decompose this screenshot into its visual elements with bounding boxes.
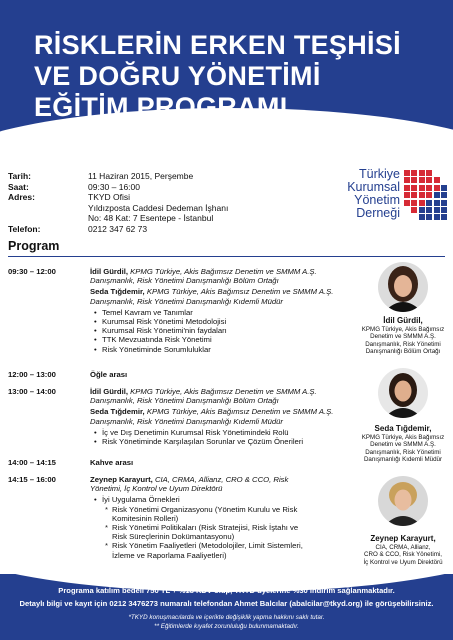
portrait-image: [378, 262, 428, 312]
speaker-name: Seda Tığdemir,: [90, 407, 145, 417]
session-1-topics: [90, 308, 360, 354]
logo-square: [434, 170, 440, 176]
logo-square: [441, 200, 447, 206]
speaker-photo-idil: [378, 262, 428, 312]
speaker-caption-line: CIA, CRMA, Allianz,: [375, 543, 431, 551]
time-label: Saat:: [8, 181, 29, 192]
speaker-role: KPMG Türkiye, Akis Bağımsız Denetim ve SMMM A.Ş. Danışmanlık, Risk Yönetimi Danışmanlığı Kıdemli Müdür: [90, 407, 334, 426]
logo-square: [441, 170, 447, 176]
logo-square: [411, 214, 417, 220]
speaker-role: CIA, CRMA, Allianz, CRO & CCO, Risk Yönetimi, İç Kontrol ve Uyum Direktörü: [90, 475, 289, 494]
speaker-caption-line: Danışmanlık, Risk Yönetimi: [365, 340, 441, 348]
logo-square: [404, 207, 410, 213]
logo-square: [426, 200, 432, 206]
logo-square: [404, 200, 410, 206]
speaker-caption-line: KPMG Türkiye, Akis Bağımsız: [361, 325, 445, 333]
speaker-caption-name: Seda Tığdemir,: [374, 424, 432, 433]
logo-line-2: Kurumsal: [347, 180, 400, 194]
logo-square-grid: [404, 170, 447, 220]
speaker-caption-line: Danışmanlık, Risk Yönetimi: [365, 448, 441, 456]
program-divider: [8, 256, 445, 257]
list-item: • Risk Yönetiminde Karşılaşılan Sorunlar ve Çözüm Önerileri: [102, 437, 360, 446]
logo-square: [434, 192, 440, 198]
logo-square: [404, 185, 410, 191]
logo-square: [404, 177, 410, 183]
logo-square: [419, 192, 425, 198]
logo-square: [441, 214, 447, 220]
logo-square: [441, 185, 447, 191]
event-info: [8, 171, 228, 235]
speaker-caption-seda: [360, 424, 446, 464]
list-item: • Kurumsal Risk Yönetimi'nin faydaları: [102, 326, 360, 335]
logo-square: [441, 207, 447, 213]
title-line-3: EĞİTİM PROGRAMI: [34, 92, 288, 122]
footer-price-note: Programa katılım bedeli 750 TL + %18 KDV olup, TKYD üyelerine %30 indirim sağlanmaktadır.: [58, 586, 395, 595]
session-3-subtopics: [102, 505, 315, 560]
footer-contact-note: Detaylı bilgi ve kayıt için 0212 3476273 numaralı telefondan Ahmet Balcılar (abalcilar@tkyd.org) ile görüşebilirsiniz.: [19, 599, 434, 608]
speaker-role: KPMG Türkiye, Akis Bağımsız Denetim ve SMMM A.Ş. Danışmanlık, Risk Yönetimi Danışmanlığı Bölüm Ortağı: [90, 267, 317, 286]
speaker-name: Seda Tığdemir,: [90, 287, 145, 297]
logo-line-4: Derneği: [356, 206, 400, 220]
speaker-photo-seda: [378, 368, 428, 418]
address-label: Adres:: [8, 192, 35, 203]
logo-square: [411, 207, 417, 213]
lunch-label: Öğle arası: [90, 370, 128, 379]
logo-square: [426, 207, 432, 213]
logo-square: [434, 214, 440, 220]
speaker-photo-zeynep: [378, 476, 428, 526]
list-item: • Kurumsal Risk Yönetimi Metodolojisi: [102, 317, 360, 326]
logo-square: [419, 207, 425, 213]
program-heading: Program: [8, 239, 60, 253]
list-item: * Risk Yönetim Faaliyetleri (Metodolojiler, Limit Sistemleri, İzleme ve Raporlama Faaliyetleri): [112, 541, 315, 559]
session-3-topics: [90, 495, 315, 504]
list-item: • İç ve Dış Denetimin Kurumsal Risk Yönetimindeki Rolü: [102, 428, 360, 437]
logo-square: [419, 177, 425, 183]
page-title: [34, 30, 401, 123]
list-item: • Temel Kavram ve Tanımlar: [102, 308, 360, 317]
logo-square: [419, 200, 425, 206]
logo-square: [426, 170, 432, 176]
logo-square: [426, 192, 432, 198]
list-item: • Risk Yönetiminde Sorumluluklar: [102, 345, 360, 354]
speaker-caption-name: Zeynep Karayurt,: [370, 534, 436, 543]
list-item: • İyi Uygulama Örnekleri: [102, 495, 315, 504]
logo-square: [434, 185, 440, 191]
session-3-time: 14:15 – 16:00: [8, 475, 56, 484]
address-line-1: TKYD Ofisi: [88, 192, 131, 203]
session-2-topics: [90, 428, 360, 446]
logo-square: [411, 200, 417, 206]
speaker-caption-line: Denetim ve SMMM A.Ş.: [370, 333, 436, 341]
logo-square: [419, 185, 425, 191]
date-label: Tarih:: [8, 171, 31, 181]
speaker-caption-line: İç Kontrol ve Uyum Direktörü: [363, 558, 443, 566]
logo-line-1: Türkiye: [359, 167, 400, 181]
address-line-3: No: 48 Kat: 7 Esentepe - İstanbul: [88, 213, 214, 224]
speaker-role: KPMG Türkiye, Akis Bağımsız Denetim ve SMMM A.Ş. Danışmanlık, Risk Yönetimi Danışmanlığı Kıdemli Müdür: [90, 287, 334, 306]
address-line-2: Yıldızposta Caddesi Dedeman İşhanı: [88, 202, 229, 213]
logo-square: [426, 185, 432, 191]
logo-square: [434, 177, 440, 183]
speaker-name: Zeynep Karayurt,: [90, 475, 153, 484]
address-value: [88, 192, 228, 224]
list-item: * Risk Yönetimi Organizasyonu (Yönetim Kurulu ve Risk Komitesinin Rolleri): [112, 505, 315, 523]
coffee-time: 14:00 – 14:15: [8, 458, 56, 467]
phone-value: 0212 347 62 73: [88, 223, 148, 234]
speaker-caption-line: Denetim ve SMMM A.Ş.: [370, 441, 436, 449]
list-item: * Risk Yönetimi Politikaları (Risk Stratejisi, Risk İştahı ve Risk Süreçlerinin Dokümantasyonu): [112, 523, 315, 541]
speaker-caption-name: İdil Gürdil,: [383, 316, 423, 325]
speaker-name: İdil Gürdil,: [90, 267, 129, 276]
logo-square: [441, 192, 447, 198]
logo-square: [411, 185, 417, 191]
logo-square: [411, 192, 417, 198]
footer-disclaimer-2: ** Eğitimlerde kıyafet zorunluluğu bulunmamaktadır.: [154, 623, 299, 630]
tkyd-logo: [305, 166, 445, 238]
logo-square: [404, 170, 410, 176]
logo-square: [434, 200, 440, 206]
speaker-caption-line: KPMG Türkiye, Akis Bağımsız: [361, 433, 445, 441]
logo-square: [404, 192, 410, 198]
portrait-image: [378, 476, 428, 526]
date-value: 11 Haziran 2015, Perşembe: [88, 171, 194, 181]
session-1-time: 09:30 – 12:00: [8, 267, 56, 276]
speaker-caption-zeynep: [360, 534, 446, 566]
time-value: 09:30 – 16:00: [88, 181, 140, 192]
logo-line-3: Yönetim: [354, 193, 400, 207]
header-banner: [0, 0, 453, 150]
coffee-label: Kahve arası: [90, 458, 134, 467]
lunch-time: 12:00 – 13:00: [8, 370, 56, 379]
logo-square: [426, 177, 432, 183]
footer-disclaimer-1: *TKYD konuşmacılarda ve içerikte değişiklik yapma hakkını saklı tutar.: [128, 614, 325, 621]
phone-label: Telefon:: [8, 223, 41, 234]
logo-square: [441, 177, 447, 183]
logo-square: [411, 177, 417, 183]
speaker-role: KPMG Türkiye, Akis Bağımsız Denetim ve SMMM A.Ş. Danışmanlık, Risk Yönetimi Danışmanlığı Bölüm Ortağı: [90, 387, 317, 406]
title-line-2: VE DOĞRU YÖNETİMİ: [34, 61, 321, 91]
logo-square: [404, 214, 410, 220]
list-item: • TTK Mevzuatında Risk Yönetimi: [102, 335, 360, 344]
footer-banner: [0, 574, 453, 640]
portrait-image: [378, 368, 428, 418]
session-2-time: 13:00 – 14:00: [8, 387, 56, 396]
logo-square: [434, 207, 440, 213]
speaker-name: İdil Gürdil,: [90, 387, 129, 396]
logo-square: [419, 170, 425, 176]
speaker-caption-line: Danışmanlığı Bölüm Ortağı: [365, 348, 441, 356]
speaker-caption-line: CRO & CCO, Risk Yönetimi,: [364, 551, 442, 559]
logo-square: [426, 214, 432, 220]
speaker-caption-line: Danışmanlığı Kıdemli Müdür: [363, 456, 443, 464]
logo-square: [411, 170, 417, 176]
speaker-caption-idil: [360, 316, 446, 356]
logo-square: [419, 214, 425, 220]
title-line-1: RİSKLERİN ERKEN TEŞHİSİ: [34, 30, 401, 60]
